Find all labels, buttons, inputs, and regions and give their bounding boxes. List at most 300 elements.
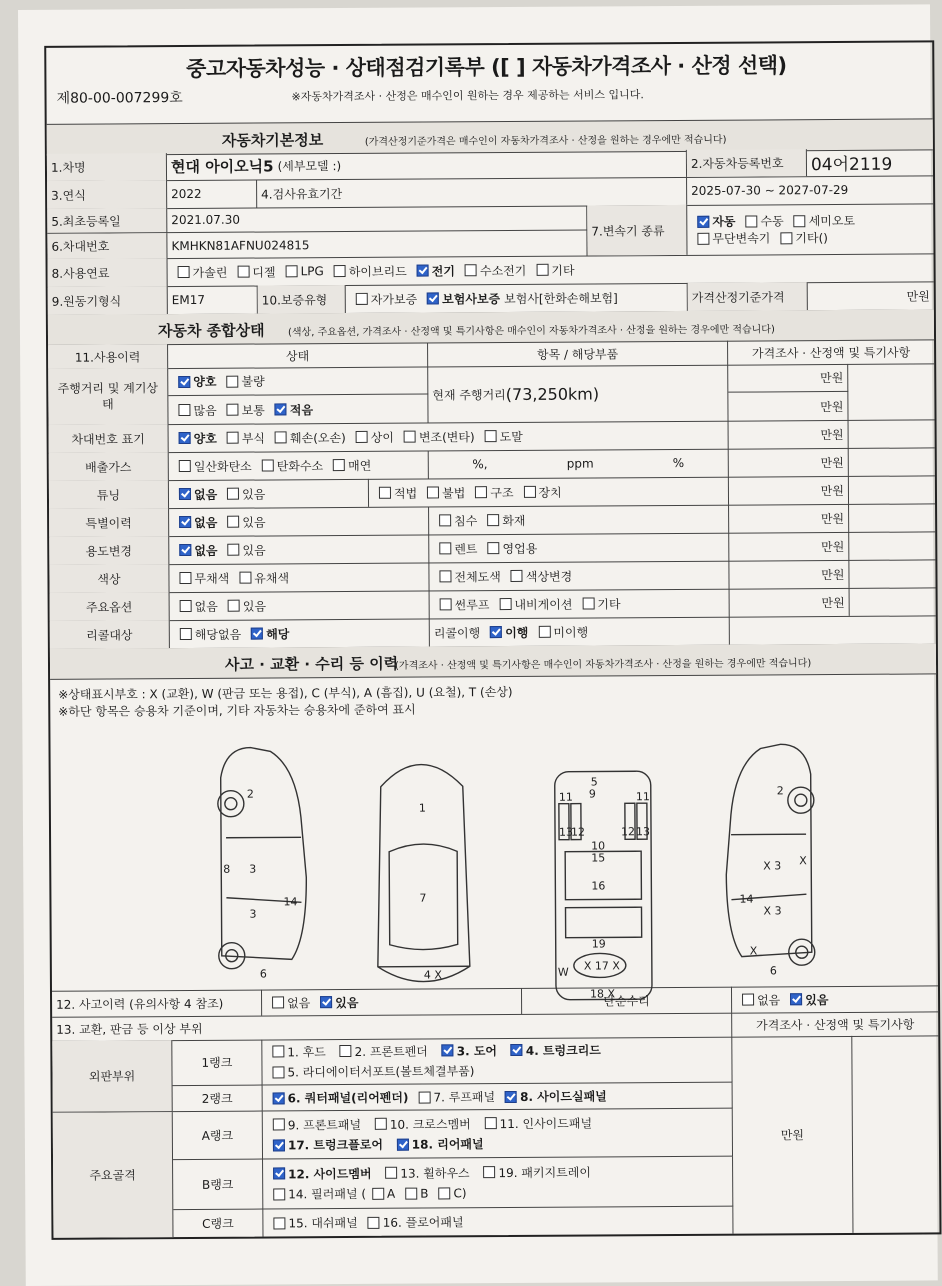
tuning-label: 튜닝 [49,480,169,509]
option-label: 세미오토 [808,213,856,229]
emission-price: 만원 [729,448,849,477]
checkbox-icon [340,1045,352,1057]
accident-history-options [262,988,522,1016]
checkbox-checked-icon [273,1139,285,1151]
part-dash-panel-option[interactable] [267,1214,357,1232]
option-label: B [420,1186,429,1201]
checkbox-icon [487,542,499,554]
svg-text:19: 19 [591,937,606,951]
special-price: 만원 [729,504,849,533]
option-label: 불법 [442,485,466,500]
rank2-label: 2랭크 [173,1086,263,1113]
option-label: 4. 트렁크리드 [525,1042,601,1058]
mileage-normal-option[interactable] [221,401,265,418]
page-title: 중고자동차성능 · 상태점검기록부 ([ ] 자동차가격조사 · 산정 선택) [186,53,787,81]
checkbox-icon [180,628,192,640]
option-label: 9. 프론트패널 [287,1117,362,1132]
svg-text:2: 2 [246,787,254,801]
svg-text:5: 5 [590,775,598,789]
fuel-electric-option[interactable] [411,262,455,279]
checkbox-icon [418,1091,430,1103]
legend-line-2: ※하단 항목은 승용차 기준이며, 기타 자동차는 승용차에 준하여 표시 [58,702,416,719]
option-label: 5. 라디에이터서포트(볼트체결부품) [287,1064,475,1080]
part-trunk-lid-option[interactable] [505,1041,601,1059]
checkbox-icon [262,459,274,471]
usage-none-option[interactable] [173,541,217,558]
checkbox-icon [275,431,287,443]
vin-label: 6.차대번호 [47,233,167,259]
part-front-fender-option[interactable] [334,1042,428,1060]
checkbox-checked-icon [251,628,263,640]
part-inside-panel-option[interactable] [479,1114,593,1132]
special-none-option[interactable] [173,513,217,530]
basic-info-note: (가격산정기준가격은 매수인이 자동차가격조사 · 산정을 원하는 경우에만 적습니다) [364,134,727,148]
accident-heading: 사고 · 교환 · 수리 등 이력 [224,654,399,674]
rank1-items [262,1037,732,1086]
vin-mark-good-option[interactable] [173,429,217,446]
part-roof-panel-option[interactable] [412,1088,495,1106]
price-base-unit: 만원 [906,288,930,304]
checkbox-icon [440,598,452,610]
basic-info-heading: 자동차기본정보 [221,131,324,150]
rank1-label: 1랭크 [172,1040,262,1087]
option-label: 13. 휠하우스 [400,1166,470,1181]
vin-value: KMHKN81AFNU024815 [167,231,587,259]
option-label: 전체도색 [454,569,501,584]
option-label: 무단변속기 [712,231,771,246]
checkbox-checked-icon [179,544,191,556]
checkbox-icon [227,488,239,500]
option-label: 있음 [242,514,266,530]
part-floor-panel-option[interactable] [362,1213,464,1231]
checkbox-icon [372,1188,384,1200]
options-sunroof-option[interactable] [434,596,490,613]
svg-text:7: 7 [419,891,427,905]
option-label: 훼손(오손) [289,430,346,445]
usage-rent-option[interactable] [433,540,477,557]
option-label: 썬루프 [454,597,490,612]
option-label: 없음 [194,543,218,558]
recall-applicable-option[interactable] [245,625,289,642]
checkbox-icon [745,215,757,227]
checkbox-checked-icon [427,292,439,304]
usage-label: 용도변경 [49,536,169,565]
year-value: 2022 [167,180,257,209]
option-label: 장치 [538,485,562,500]
status-heading: 자동차 종합상태 [157,321,265,341]
vin-mark-corrosion-option[interactable] [221,429,265,446]
vin-mark-smeared-option[interactable] [479,427,523,444]
tuning-illegal-option[interactable] [421,484,465,501]
checkbox-checked-icon [505,1090,517,1102]
svg-text:14: 14 [283,895,298,909]
checkbox-icon [438,1187,450,1199]
col-history: 11.사용이력 [48,344,168,369]
accident-yes-option[interactable] [314,993,358,1010]
checkbox-icon [538,626,550,638]
checkbox-icon [523,486,535,498]
part-wheel-house-option[interactable] [379,1164,469,1182]
mileage-row [48,363,934,425]
recall-none-option[interactable] [174,625,241,642]
option-label: 3. 도어 [456,1043,498,1058]
options-navigation-option[interactable] [493,595,572,612]
warranty-label: 10.보증유형 [258,285,346,314]
option-label: 기타() [795,231,828,246]
option-label: 있음 [805,992,829,1007]
checkbox-icon [697,232,709,244]
option-label: 양호 [193,374,217,389]
svg-text:X 3: X 3 [763,904,782,918]
first-reg-value: 2021.07.30 [167,206,587,234]
option-label: 없음 [194,599,218,614]
accident-none-option[interactable] [266,994,310,1011]
option-label: 적음 [289,402,314,417]
option-label: 하이브리드 [348,264,407,279]
usage-items [429,533,729,563]
parts-price-value: 만원 [732,1036,853,1234]
checkbox-icon [483,1166,495,1178]
checkbox-icon [228,600,240,612]
trans-semi-option[interactable] [788,212,855,229]
mileage-value-cell [428,365,728,423]
option-label: 자동 [712,214,736,229]
special-label: 특별이력 [49,508,169,537]
option-label: 무채색 [194,571,230,586]
svg-text:12: 12 [570,825,586,839]
option-label: 일산화탄소 [193,459,252,474]
option-label: 18. 리어패널 [411,1137,484,1152]
pillar-a-option[interactable] [366,1186,395,1200]
tuning-options [169,479,369,508]
option-label: 색상변경 [525,569,573,584]
option-label: 보험사보증 [442,291,501,306]
recall-done-label: 리콜이행 [433,625,481,640]
warranty-options [346,283,688,313]
checkbox-icon [179,572,191,584]
checkbox-icon [368,1216,380,1228]
mileage-state-2 [168,395,428,425]
vin-mark-label: 차대번호 표기 [49,424,169,453]
part-package-tray-option[interactable] [477,1163,591,1181]
svg-text:X: X [749,944,758,958]
emission-value-3: % [672,455,685,471]
option-label: C) [453,1186,467,1201]
reg-no-cell [807,148,933,176]
pillar-b-option[interactable] [399,1186,428,1200]
option-label: 보통 [241,402,265,418]
motor-value: EM17 [168,286,258,315]
parts-price-label: 가격조사 · 산정액 및 특기사항 [756,1017,915,1033]
checkbox-icon [272,1045,284,1057]
checkbox-icon [379,487,391,499]
options-items [430,589,730,619]
option-label: 구조 [490,485,514,500]
part-front-panel-option[interactable] [267,1115,361,1133]
options-yes-option[interactable] [222,597,266,614]
special-fire-option[interactable] [481,511,525,528]
fuel-label: 8.사용연료 [48,258,168,287]
recall-options [170,618,430,648]
part-door-option[interactable] [436,1042,497,1059]
year-label: 3.연식 [47,180,167,209]
inspect-label: 4.검사유효기간 [257,177,687,208]
option-label: 1. 후드 [287,1044,326,1059]
svg-text:11: 11 [558,790,573,804]
emission-smoke-option[interactable] [327,456,371,473]
tuning-device-option[interactable] [517,483,561,500]
mileage-state-1 [168,367,428,397]
option-label: 8. 사이드실패널 [520,1089,607,1104]
fuel-hydrogen-option[interactable] [459,261,526,278]
color-full-paint-option[interactable] [433,568,500,585]
trans-auto-option[interactable] [691,213,735,230]
checkbox-checked-icon [397,1138,409,1150]
recall-not-done-option[interactable] [532,623,588,640]
svg-text:12: 12 [620,825,636,839]
emission-options [169,450,429,480]
checkbox-icon [405,1187,417,1199]
option-label: 탄화수소 [276,458,324,473]
option-label: 영업용 [502,541,538,556]
svg-text:3: 3 [249,862,257,876]
parts-body [52,1035,939,1237]
usage-options [169,534,429,564]
checkbox-icon [499,598,511,610]
part-side-member-option[interactable] [267,1165,372,1183]
options-other-option[interactable] [576,595,620,612]
svg-text:6: 6 [259,967,267,981]
rankB-items [263,1157,733,1210]
svg-text:X 3: X 3 [763,859,782,873]
svg-text:10: 10 [591,839,606,853]
trans-cvt-option[interactable] [691,229,770,246]
option-label: 디젤 [252,264,276,280]
option-label: 변조(변타) [418,429,475,445]
checkbox-icon [273,1118,285,1130]
option-label: LPG [300,264,324,279]
option-label: 있음 [242,486,266,502]
checkbox-icon [180,600,192,612]
accident-history-label: 12. 사고이력 (유의사항 4 참조) [52,990,262,1017]
car-left-view [218,747,307,981]
option-label: 있음 [242,542,266,558]
fuel-diesel-option[interactable] [231,263,275,280]
trans-manual-option[interactable] [739,212,783,229]
options-options [170,590,430,620]
simple-none-option[interactable] [736,991,780,1008]
recall-done-option[interactable] [484,623,528,640]
tuning-items [369,477,729,507]
checkbox-checked-icon [490,626,502,638]
special-items [429,505,729,535]
trans-other-option[interactable] [774,229,828,246]
option-label: 15. 대쉬패널 [288,1215,358,1231]
rank2-items [263,1083,733,1112]
emission-label: 배출가스 [49,452,169,481]
checkbox-icon [239,572,251,584]
transmission-label: 7.변속기 종류 [587,205,687,256]
option-label: 적법 [393,486,418,501]
tuning-legal-option[interactable] [373,484,417,501]
reg-no-value: 04어2119 [810,154,893,176]
part-rear-panel-option[interactable] [391,1135,484,1153]
option-label: 가솔린 [192,265,228,280]
special-flood-option[interactable] [433,512,477,529]
vin-mark-mismatch-option[interactable] [350,428,394,445]
checkbox-icon [273,1217,285,1229]
svg-text:16: 16 [591,879,606,893]
checkbox-icon [356,293,368,305]
rankB-label: B랭크 [173,1160,263,1211]
color-change-option[interactable] [505,567,572,584]
vin-mark-price: 만원 [729,420,849,449]
option-label: 없음 [757,992,781,1008]
form-sheet [18,4,938,1286]
reg-no-label: 2.자동차등록번호 [687,149,807,177]
part-cross-member-option[interactable] [369,1115,471,1133]
tuning-structure-option[interactable] [469,483,513,500]
option-label: 19. 패키지트레이 [498,1165,591,1180]
recall-price [730,615,936,644]
mileage-good-option[interactable] [172,373,216,390]
mileage-low-option[interactable] [269,401,313,418]
special-options [169,506,429,536]
tuning-price: 만원 [729,476,849,505]
checkbox-checked-icon [790,993,802,1005]
checkbox-icon [485,1117,497,1129]
simple-yes-option[interactable] [784,991,828,1008]
option-label: 부식 [241,430,266,446]
part-hood-option[interactable] [266,1043,326,1060]
vin-mark-altered-option[interactable] [398,428,475,445]
warranty-insurer-option[interactable] [421,290,500,307]
usage-business-option[interactable] [481,539,537,556]
checkbox-icon [272,996,284,1008]
option-label: 12. 사이드멤버 [288,1166,372,1182]
checkbox-checked-icon [273,1092,285,1104]
checkbox-icon [226,375,238,387]
special-yes-option[interactable] [221,513,265,530]
checkbox-checked-icon [442,1044,454,1056]
checkbox-icon [487,514,499,526]
svg-text:6: 6 [769,964,777,978]
option-label: 해당 [266,626,290,641]
svg-text:X 17 X: X 17 X [583,959,620,973]
car-name-value: 현대 아이오닉5 [170,157,274,177]
option-label: 많음 [193,403,217,418]
checkbox-icon [404,431,416,443]
svg-text:X: X [799,854,807,868]
options-none-option[interactable] [174,597,218,614]
svg-text:8: 8 [223,862,231,876]
part-trunk-floor-option[interactable] [267,1136,383,1154]
pillar-c-option[interactable] [432,1186,466,1200]
checkbox-icon [333,459,345,471]
simple-repair-label: 단순수리 [522,987,732,1014]
inspect-period: 2025-07-30 ~ 2027-07-29 [691,182,849,198]
mileage-label: 주행거리 및 계기상태 [48,368,168,425]
svg-text:14: 14 [739,892,754,906]
insurer-name: 보험사[한화손해보험] [504,290,618,306]
tuning-yes-option[interactable] [221,485,265,502]
option-label: 없음 [194,515,218,530]
checkbox-icon [227,544,239,556]
svg-text:2: 2 [776,784,784,798]
option-label: 2. 프론트펜더 [354,1044,428,1059]
checkbox-checked-icon [273,1168,285,1180]
emission-hc-option[interactable] [256,457,323,474]
part-quarter-panel-option[interactable] [267,1089,409,1107]
option-label: 유채색 [254,570,290,586]
color-chromatic-option[interactable] [233,569,289,586]
warranty-self-option[interactable] [350,290,417,307]
checkbox-icon[interactable] [273,1188,285,1200]
usage-yes-option[interactable] [221,541,265,558]
option-label: 없음 [287,995,311,1010]
part-side-sill-option[interactable] [499,1087,607,1105]
checkbox-icon [334,265,346,277]
fuel-lpg-option[interactable] [280,264,324,278]
checkbox-icon [511,570,523,582]
option-label: 수소전기 [479,263,527,278]
option-label: 16. 플로어패널 [382,1215,464,1230]
parts-label: 13. 교환, 판금 등 이상 부위 [52,1013,732,1041]
rankA-items [263,1109,733,1160]
fuel-gasoline-option[interactable] [172,263,228,280]
mileage-high-option[interactable] [172,401,216,418]
option-label: 도말 [499,429,523,444]
vin-mark-damage-option[interactable] [269,429,346,446]
fuel-other-option[interactable] [530,261,574,278]
option-label: 기타 [551,263,575,278]
color-achromatic-option[interactable] [173,569,229,586]
checkbox-checked-icon [179,516,191,528]
rankC-label: C랭크 [173,1210,263,1238]
option-label: 17. 트렁크플로어 [287,1137,383,1153]
checkbox-checked-icon [275,403,287,415]
checkbox-icon [780,232,792,244]
option-label: 양호 [193,431,217,446]
svg-text:11: 11 [635,790,650,804]
svg-text:9: 9 [588,787,596,801]
accident-note: (가격조사 · 산정액 및 특기사항은 매수인이 자동차가격조사 · 산정을 원하는 경우에만 적습니다) [394,658,812,672]
checkbox-icon [178,404,190,416]
document-note: ※자동차가격조사 · 산정은 매수인이 원하는 경우 제공하는 서비스 입니다. [291,88,644,104]
rankA-label: A랭크 [173,1112,263,1161]
checkbox-icon [179,460,191,472]
mileage-bad-option[interactable] [220,373,264,390]
emission-values [429,449,729,479]
vin-mark-options [169,421,729,452]
checkbox-checked-icon [320,996,332,1008]
emission-co-option[interactable] [173,457,252,474]
transmission-options [687,203,933,255]
tuning-none-option[interactable] [173,485,217,502]
checkbox-icon [427,486,439,498]
mileage-text: 현재 주행거리 [432,387,506,402]
checkbox-icon [375,1118,387,1130]
col-state: 상태 [168,343,428,369]
part-radiator-support-option[interactable] [266,1062,474,1080]
motor-label: 9.원동기형식 [48,286,168,315]
legend-line-1: ※상태표시부호 : X (교환), W (판금 또는 용접), C (부식), A (흠집), U (요철), T (손상) [58,684,513,702]
car-right-view [726,744,815,978]
emission-value-2: ppm [566,456,594,471]
color-price: 만원 [729,560,849,589]
checkbox-icon [439,514,451,526]
fuel-hybrid-option[interactable] [328,262,407,279]
